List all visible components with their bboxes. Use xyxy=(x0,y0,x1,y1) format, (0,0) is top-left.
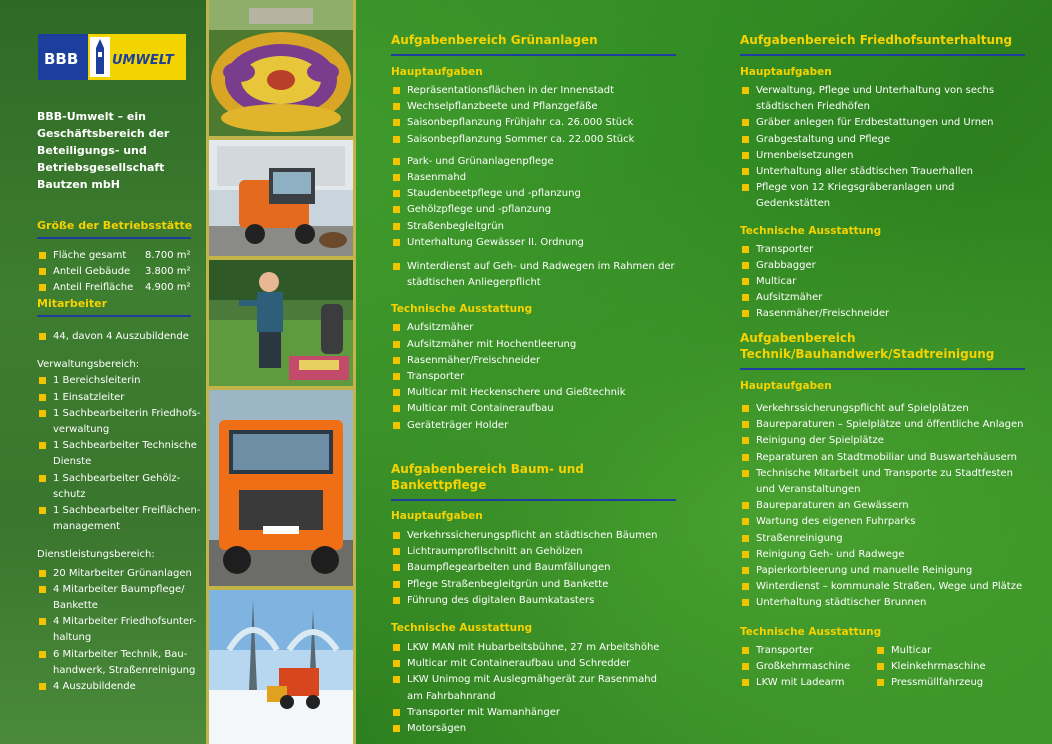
friedhof-list xyxy=(740,83,1025,213)
list-item: Aufsitzmäher mit Hochentleerung xyxy=(391,337,676,353)
technik-tech-label: Technische Ausstattung xyxy=(740,625,882,638)
street-sweeper-photo xyxy=(209,140,353,256)
list-item: Multicar mit Containeraufbau xyxy=(391,401,676,417)
size-title: Größe der Betriebsstätte xyxy=(37,219,193,232)
gruen-list-3 xyxy=(391,259,676,291)
staff-section xyxy=(37,297,202,695)
list-item: 4 Mitarbeiter Baumpflege/ Bankette xyxy=(37,582,202,614)
staff-rule xyxy=(37,315,191,317)
list-item: Saisonbepflanzung Sommer ca. 22.000 Stück xyxy=(391,132,676,148)
list-item: Baumpflegearbeiten und Baumfällungen xyxy=(391,560,676,576)
list-item: Unterhaltung aller städtischen Trauerhallen xyxy=(740,164,1025,180)
list-item: Straßenbegleitgrün xyxy=(391,219,676,235)
list-item: 1 Sachbearbeiter Technische Dienste xyxy=(37,438,202,470)
list-item: Transporter mit Wamanhänger xyxy=(391,705,676,721)
technik-main-label: Hauptaufgaben xyxy=(740,380,832,392)
list-item: 4 Auszubildende xyxy=(37,679,202,695)
list-item: Multicar xyxy=(740,274,1025,290)
list-item: LKW mit Ladearm xyxy=(740,675,875,691)
list-item: Wechselpflanzbeete und Pflanzgefäße xyxy=(391,99,676,115)
technik-section xyxy=(740,330,1025,691)
list-item: Geräteträger Holder xyxy=(391,418,676,434)
gruen-list-1 xyxy=(391,83,676,148)
friedhof-main-label: Hauptaufgaben xyxy=(740,66,832,78)
friedhof-tech-label: Technische Ausstattung xyxy=(740,224,882,237)
gruen-title: Aufgabenbereich Grünanlagen xyxy=(391,33,598,47)
intro-text: BBB-Umwelt – ein Geschäftsbereich der Beteiligungs- und Betriebsgesellschaft Bautzen mbH xyxy=(37,110,170,191)
list-item: Pflege von 12 Kriegsgräberanlagen und Gedenkstätten xyxy=(740,180,1025,212)
gruen-tech-label: Technische Ausstattung xyxy=(391,303,533,316)
technik-tech-right xyxy=(875,643,986,692)
list-item: Rasenmahd xyxy=(391,170,676,186)
size-row: Anteil Freifläche 4.900 m² xyxy=(37,280,197,296)
gruen-tech-list xyxy=(391,320,676,433)
svg-text:BBB: BBB xyxy=(44,50,79,68)
list-item: 1 Sachbearbeiter Gehölz-schutz xyxy=(37,471,202,503)
list-item: Gräber anlegen für Erdbestattungen und Urnen xyxy=(740,115,1025,131)
list-item: 1 Sachbearbeiter Freiflächen-management xyxy=(37,503,202,535)
size-rule xyxy=(37,237,191,239)
orange-truck-photo xyxy=(209,390,353,586)
size-row: Fläche gesamt 8.700 m² xyxy=(37,248,197,264)
list-item: LKW MAN mit Hubarbeitsbühne, 27 m Arbeitshöhe xyxy=(391,640,676,656)
gruen-list-2 xyxy=(391,154,676,251)
list-item: Aufsitzmäher xyxy=(740,290,1025,306)
baum-list xyxy=(391,528,676,609)
list-item: Pressmüllfahrzeug xyxy=(875,675,986,691)
list-item: Rasenmäher/Freischneider xyxy=(740,306,1025,322)
list-item: Papierkorbleerung und manuelle Reinigung xyxy=(740,563,1025,579)
gruen-rule xyxy=(391,54,676,56)
technik-tech-left xyxy=(740,643,875,692)
list-item: Baureparaturen – Spielplätze und öffentliche Anlagen xyxy=(740,417,1025,433)
photo-strip xyxy=(206,0,356,744)
list-item: Straßenreinigung xyxy=(740,531,1025,547)
size-row: Anteil Gebäude 3.800 m² xyxy=(37,264,197,280)
list-item: Urnenbeisetzungen xyxy=(740,148,1025,164)
baum-tech-list xyxy=(391,640,676,737)
list-item: Multicar xyxy=(875,643,986,659)
list-item: Repräsentationsflächen in der Innenstadt xyxy=(391,83,676,99)
staff-title: Mitarbeiter xyxy=(37,297,108,310)
baum-section xyxy=(391,461,676,737)
list-item: Unterhaltung Gewässer II. Ordnung xyxy=(391,235,676,251)
list-item: Multicar mit Containeraufbau und Schredder xyxy=(391,656,676,672)
list-item: Grabbagger xyxy=(740,258,1025,274)
list-item: Motorsägen xyxy=(391,721,676,737)
list-item: Transporter xyxy=(740,643,875,659)
svg-text:UMWELT: UMWELT xyxy=(112,53,174,68)
list-item: Führung des digitalen Baumkatasters xyxy=(391,593,676,609)
list-item: Saisonbepflanzung Frühjahr ca. 26.000 Stück xyxy=(391,115,676,131)
list-item: Wartung des eigenen Fuhrparks xyxy=(740,514,1025,530)
baum-main-label: Hauptaufgaben xyxy=(391,510,483,522)
list-item: Rasenmäher/Freischneider xyxy=(391,353,676,369)
gruen-main-label: Hauptaufgaben xyxy=(391,66,483,78)
bbb-umwelt-logo xyxy=(38,34,186,80)
baum-tech-label: Technische Ausstattung xyxy=(391,622,533,635)
baum-title: Aufgabenbereich Baum- und Bankettpflege xyxy=(391,462,584,492)
list-item: Verwaltung, Pflege und Unterhaltung von sechs städtischen Friedhöfen xyxy=(740,83,1025,115)
size-section xyxy=(37,219,197,297)
technik-tech-grid xyxy=(740,643,1025,692)
friedhof-tech-list xyxy=(740,242,1025,323)
list-item: Winterdienst – kommunale Straßen, Wege und Plätze xyxy=(740,579,1025,595)
cemetery-worker-photo xyxy=(209,260,353,386)
list-item: 1 Bereichsleiterin xyxy=(37,373,202,389)
list-item: Verkehrssicherungspflicht an städtischen Bäumen xyxy=(391,528,676,544)
list-item: Kleinkehrmaschine xyxy=(875,659,986,675)
list-item: Pflege Straßenbegleitgrün und Bankette xyxy=(391,577,676,593)
list-item: Großkehrmaschine xyxy=(740,659,875,675)
snow-plow-photo xyxy=(209,590,353,744)
list-item: Verkehrssicherungspflicht auf Spielplätzen xyxy=(740,401,1025,417)
service-label: Dienstleistungsbereich: xyxy=(37,549,155,561)
service-list xyxy=(37,566,202,696)
size-list xyxy=(37,248,197,297)
list-item: Winterdienst auf Geh- und Radwegen im Rahmen der städtischen Anliegerpflicht xyxy=(391,259,676,291)
friedhof-title: Aufgabenbereich Friedhofsunterhaltung xyxy=(740,33,1013,47)
admin-list xyxy=(37,373,202,535)
list-item: Lichtraumprofilschnitt an Gehölzen xyxy=(391,544,676,560)
friedhof-section xyxy=(740,32,1025,323)
list-item: 20 Mitarbeiter Grünanlagen xyxy=(37,566,202,582)
list-item: Aufsitzmäher xyxy=(391,320,676,336)
friedhof-rule xyxy=(740,54,1025,56)
technik-title-line1: Aufgabenbereich xyxy=(740,331,856,345)
list-item: Gehölzpflege und -pflanzung xyxy=(391,202,676,218)
list-item: Technische Mitarbeit und Transporte zu Stadtfesten und Veranstaltungen xyxy=(740,466,1025,498)
technik-title-line2: Technik/Bauhandwerk/Stadtreinigung xyxy=(740,347,995,361)
technik-list xyxy=(740,401,1025,612)
list-item: 1 Einsatzleiter xyxy=(37,390,202,406)
list-item: 4 Mitarbeiter Friedhofsunter-haltung xyxy=(37,614,202,646)
staff-total: 44, davon 4 Auszubildende xyxy=(37,329,202,345)
admin-label: Verwaltungsbereich: xyxy=(37,359,140,371)
list-item: LKW Unimog mit Auslegmähgerät zur Rasenmahd am Fahrbahnrand xyxy=(391,672,676,704)
list-item: Grabgestaltung und Pflege xyxy=(740,132,1025,148)
list-item: Reinigung Geh- und Radwege xyxy=(740,547,1025,563)
list-item: Baureparaturen an Gewässern xyxy=(740,498,1025,514)
gruen-section xyxy=(391,32,676,434)
list-item: Transporter xyxy=(740,242,1025,258)
list-item: Multicar mit Heckenschere und Gießtechnik xyxy=(391,385,676,401)
list-item: Staudenbeetpflege und -pflanzung xyxy=(391,186,676,202)
baum-rule xyxy=(391,499,676,501)
list-item: Reinigung der Spielplätze xyxy=(740,433,1025,449)
flowerbed-photo xyxy=(209,0,353,136)
list-item: Reparaturen an Stadtmobiliar und Buswartehäusern xyxy=(740,450,1025,466)
list-item: 1 Sachbearbeiterin Friedhofs-verwaltung xyxy=(37,406,202,438)
technik-rule xyxy=(740,368,1025,370)
list-item: Park- und Grünanlagenpflege xyxy=(391,154,676,170)
list-item: 6 Mitarbeiter Technik, Bau-handwerk, Straßenreinigung xyxy=(37,647,202,679)
list-item: Unterhaltung städtischer Brunnen xyxy=(740,595,1025,611)
list-item: Transporter xyxy=(391,369,676,385)
